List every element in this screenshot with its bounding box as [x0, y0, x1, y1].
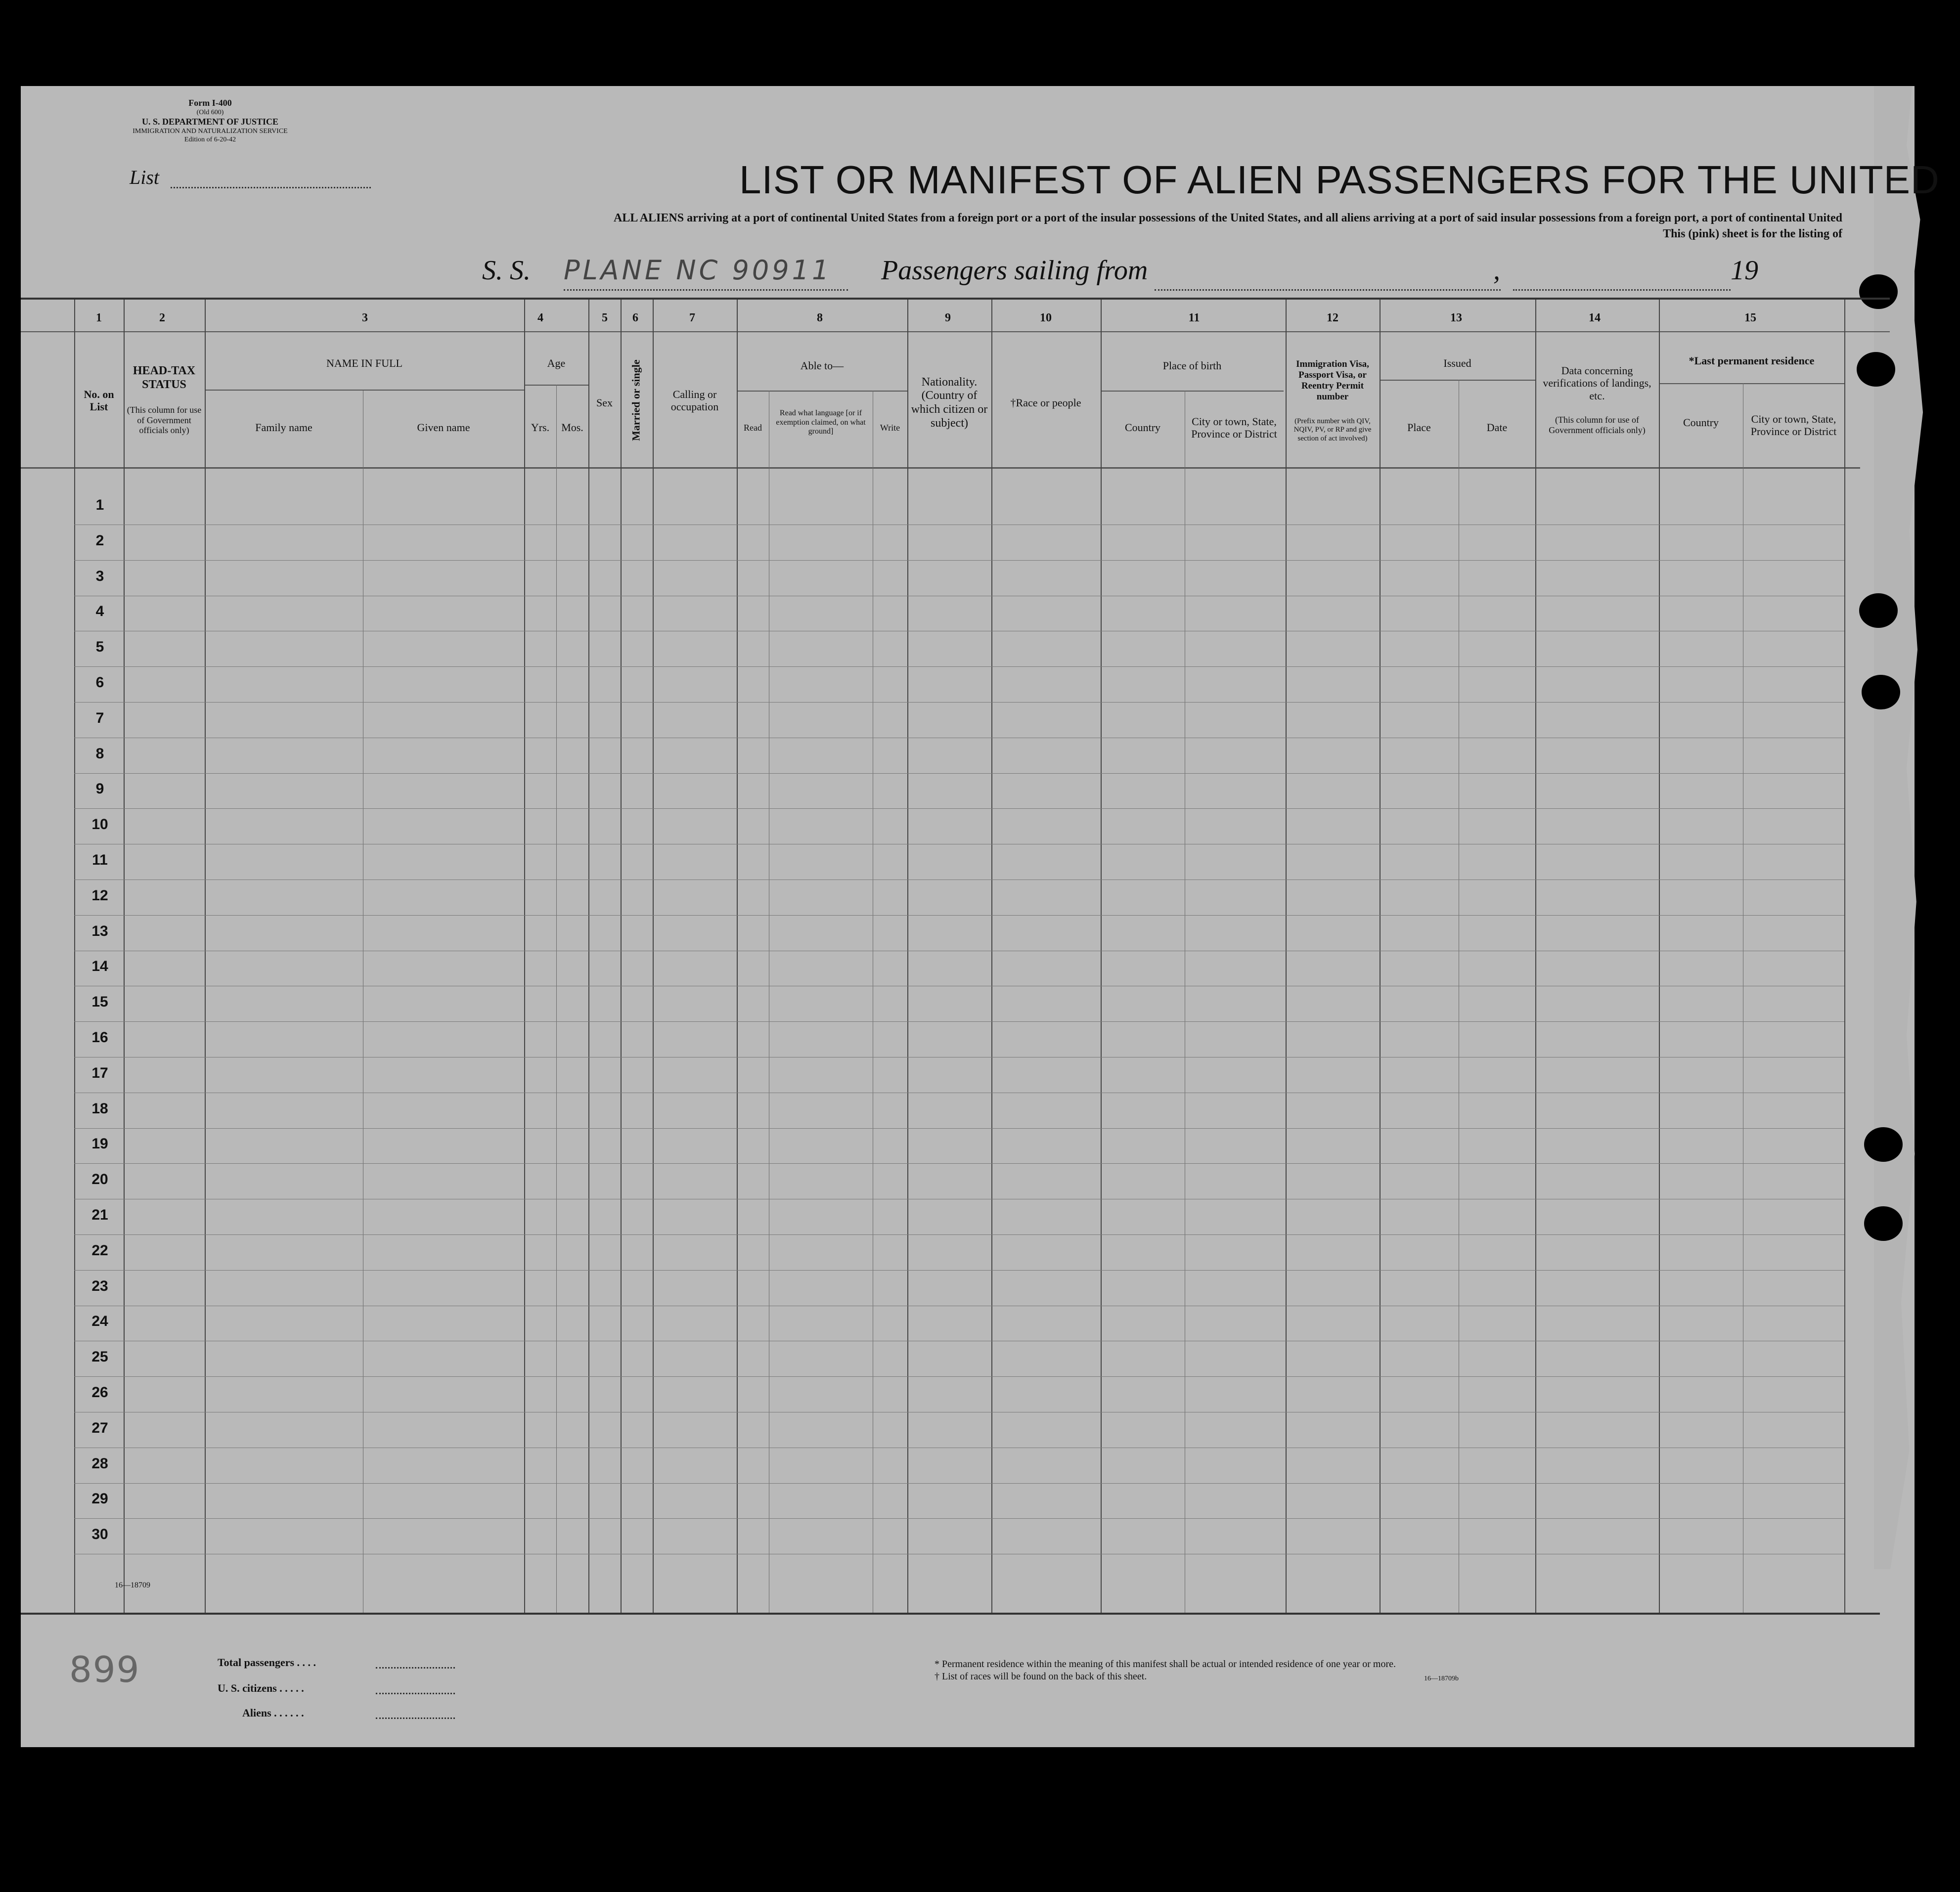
column-rule [205, 300, 206, 1613]
form-service: IMMIGRATION AND NATURALIZATION SERVICE [133, 127, 288, 135]
row-number: 16 [91, 1029, 108, 1046]
subtitle [386, 210, 1842, 242]
column-rule [991, 300, 992, 1613]
hdr-nationality: Nationality. (Country of which citizen or subject) [911, 375, 988, 430]
punch-hole [1859, 274, 1898, 309]
total-passengers-field [376, 1667, 455, 1669]
aliens-label: Aliens . . . . . . [242, 1707, 304, 1719]
total-passengers-label: Total passengers . . . . [218, 1656, 316, 1669]
punch-hole [1857, 352, 1895, 387]
row-rule [74, 666, 1844, 667]
hdr-name-in-full: NAME IN FULL [326, 357, 402, 370]
col-num-14: 14 [1589, 311, 1601, 324]
column-rule [556, 385, 557, 1613]
col-num-6: 6 [632, 311, 638, 324]
column-rule [737, 300, 738, 1613]
column-rule [74, 300, 75, 1613]
col-num-10: 10 [1040, 311, 1052, 324]
row-number: 21 [91, 1207, 108, 1223]
column-rule [1101, 300, 1102, 1613]
row-number: 27 [91, 1419, 108, 1436]
row-rule [74, 560, 1844, 561]
table-bottom-rule [21, 1613, 1880, 1615]
row-number: 18 [91, 1100, 108, 1117]
row-number: 2 [95, 532, 104, 549]
form-edition: Edition of 6-20-42 [184, 135, 236, 143]
footer-code: 16—18709b [1424, 1675, 1459, 1682]
punch-hole [1859, 593, 1898, 628]
us-citizens-field [376, 1693, 455, 1694]
hdr-able-to: Able to— [800, 359, 844, 372]
column-rule [124, 300, 125, 1613]
col-num-7: 7 [689, 311, 695, 324]
row-number: 28 [91, 1455, 108, 1472]
col-num-1: 1 [96, 311, 102, 324]
subtitle-line-2: This (pink) sheet is for the listing of [1663, 227, 1842, 241]
row-number: 5 [95, 639, 104, 656]
row-number: 30 [91, 1526, 108, 1543]
row-number: 12 [91, 887, 108, 904]
column-number-rule [21, 331, 1890, 332]
sailing-from-label: Passengers sailing from [881, 255, 1148, 286]
column-rule [524, 300, 525, 1613]
hdr-read-language: Read what language [or if exemption claimed, on what ground] [776, 409, 866, 436]
row-rule [74, 702, 1844, 703]
row-rule [74, 773, 1844, 774]
footnote-races: † List of races will be found on the back of this sheet. [935, 1671, 1147, 1682]
row-number: 6 [95, 674, 104, 691]
row-number: 1 [95, 497, 104, 513]
row-rule [74, 1234, 1844, 1235]
hdr-verifications: Data concerning verifications of landings, etc. [1543, 364, 1651, 402]
hdr-verifications-note: (This column for use of Government officials only) [1549, 415, 1646, 435]
sailing-from-field [1155, 289, 1501, 291]
column-rule [1286, 300, 1287, 1613]
ship-name-handwritten: PLANE NC 90911 [564, 255, 832, 286]
row-number: 19 [91, 1136, 108, 1152]
hdr-res-country: Country [1683, 416, 1719, 429]
hdr-write: Write [880, 422, 900, 433]
column-rule [1380, 300, 1381, 1613]
able-subheader-rule [737, 391, 907, 392]
hdr-no-on-list: No. on List [84, 388, 114, 413]
year-label: 19 [1731, 255, 1758, 286]
col-num-12: 12 [1327, 311, 1338, 324]
us-citizens-label: U. S. citizens . . . . . [218, 1682, 304, 1694]
column-rule [1844, 300, 1845, 1613]
hdr-head-tax-note: (This column for use of Government officials only) [127, 404, 202, 436]
subtitle-line-1: ALL ALIENS arriving at a port of continental United States from a foreign port or a port of the insular possessions of the United States, and all aliens arriving at a port of said insular possessions from a foreign port, a port of continental United [614, 212, 1842, 224]
form-id-block [114, 98, 307, 144]
row-number: 14 [91, 958, 108, 975]
hdr-married: Married or single [629, 359, 642, 441]
row-number: 15 [91, 994, 108, 1011]
row-number: 26 [91, 1384, 108, 1401]
column-rule [1659, 300, 1660, 1613]
comma: , [1493, 255, 1500, 286]
col-num-4: 4 [537, 311, 543, 324]
hdr-visa: Immigration Visa, Passport Visa, or Reentry Permit number [1296, 359, 1369, 402]
hdr-calling: Calling or occupation [670, 388, 719, 413]
manifest-sheet [21, 86, 1915, 1747]
list-label: List [130, 166, 160, 188]
hdr-place-of-birth: Place of birth [1162, 359, 1222, 372]
residence-subheader-rule [1659, 383, 1844, 384]
hdr-issued-place: Place [1407, 421, 1431, 434]
punch-hole [1862, 675, 1900, 709]
hdr-age: Age [547, 357, 566, 370]
column-rule [1535, 300, 1536, 1613]
aliens-field [376, 1717, 455, 1719]
row-number: 23 [91, 1277, 108, 1294]
row-rule [74, 1163, 1844, 1164]
row-number: 20 [91, 1171, 108, 1188]
hdr-given-name: Given name [417, 421, 470, 434]
col-num-9: 9 [945, 311, 951, 324]
row-number: 3 [95, 568, 104, 584]
hdr-married-cell [621, 341, 651, 460]
row-number: 8 [95, 745, 104, 762]
row-number: 7 [95, 709, 104, 726]
row-number: 4 [95, 603, 104, 620]
col-num-8: 8 [817, 311, 823, 324]
row-number: 9 [95, 781, 104, 797]
hdr-family-name: Family name [255, 421, 312, 434]
column-rule [653, 300, 654, 1613]
hdr-res-city: City or town, State, Province or District [1750, 412, 1837, 438]
row-number: 24 [91, 1313, 108, 1330]
row-number: 11 [92, 852, 108, 868]
form-number: Form I-400 [188, 98, 232, 108]
row-number: 10 [91, 816, 108, 833]
hdr-yrs: Yrs. [531, 421, 550, 434]
hdr-visa-note: (Prefix number with QIV, NQIV, PV, or RP and give section of act involved) [1293, 417, 1372, 442]
hdr-last-residence: *Last permanent residence [1689, 354, 1815, 367]
date-field [1513, 289, 1731, 291]
form-old: (Old 600) [196, 108, 224, 116]
header-bottom-rule [21, 467, 1860, 469]
row-rule [74, 1021, 1844, 1022]
col-num-2: 2 [159, 311, 165, 324]
name-subheader-rule [205, 390, 524, 391]
punch-hole [1864, 1127, 1903, 1162]
row-rule [74, 1376, 1844, 1377]
col-num-13: 13 [1450, 311, 1462, 324]
col-num-5: 5 [602, 311, 608, 324]
hdr-mos: Mos. [561, 421, 583, 434]
punch-hole [1864, 1206, 1903, 1241]
hdr-issued: Issued [1443, 357, 1471, 370]
hdr-issued-date: Date [1486, 421, 1508, 434]
column-rule [588, 300, 589, 1613]
hdr-race: †Race or people [1010, 396, 1081, 409]
column-rule [907, 300, 908, 1613]
row-number: 17 [91, 1064, 108, 1081]
col-num-11: 11 [1188, 311, 1200, 324]
list-field [171, 187, 371, 188]
column-rule [621, 300, 622, 1613]
col-num-3: 3 [362, 311, 368, 324]
hdr-head-tax: HEAD-TAX STATUS [133, 364, 196, 391]
hdr-read: Read [744, 422, 762, 433]
footnote-permanent-residence: * Permanent residence within the meaning of this manifest shall be actual or intended residence of one year or more. [935, 1659, 1396, 1670]
ss-label: S. S. [482, 255, 531, 286]
row-rule [74, 915, 1844, 916]
row-number: 29 [91, 1491, 108, 1507]
row-number: 13 [91, 923, 108, 939]
row-number: 22 [91, 1242, 108, 1259]
row-number: 25 [91, 1349, 108, 1365]
hdr-sex: Sex [596, 396, 613, 409]
row-rule [74, 808, 1844, 809]
row-rule [74, 1518, 1844, 1519]
birth-subheader-rule [1101, 391, 1284, 392]
col-num-15: 15 [1744, 311, 1756, 324]
hdr-birth-city: City or town, State, Province or District [1191, 415, 1277, 440]
form-dept: U. S. DEPARTMENT OF JUSTICE [141, 117, 279, 127]
row-rule [74, 1128, 1844, 1129]
hdr-birth-country: Country [1124, 421, 1161, 434]
row-rule [74, 1483, 1844, 1484]
table-top-rule [21, 298, 1890, 300]
print-code: 16—18709 [115, 1581, 150, 1589]
handwritten-number: 899 [69, 1649, 140, 1690]
page-title: LIST OR MANIFEST OF ALIEN PASSENGERS FOR THE UNITED [739, 158, 1940, 202]
ship-name-field [564, 289, 848, 291]
row-rule [74, 1270, 1844, 1271]
